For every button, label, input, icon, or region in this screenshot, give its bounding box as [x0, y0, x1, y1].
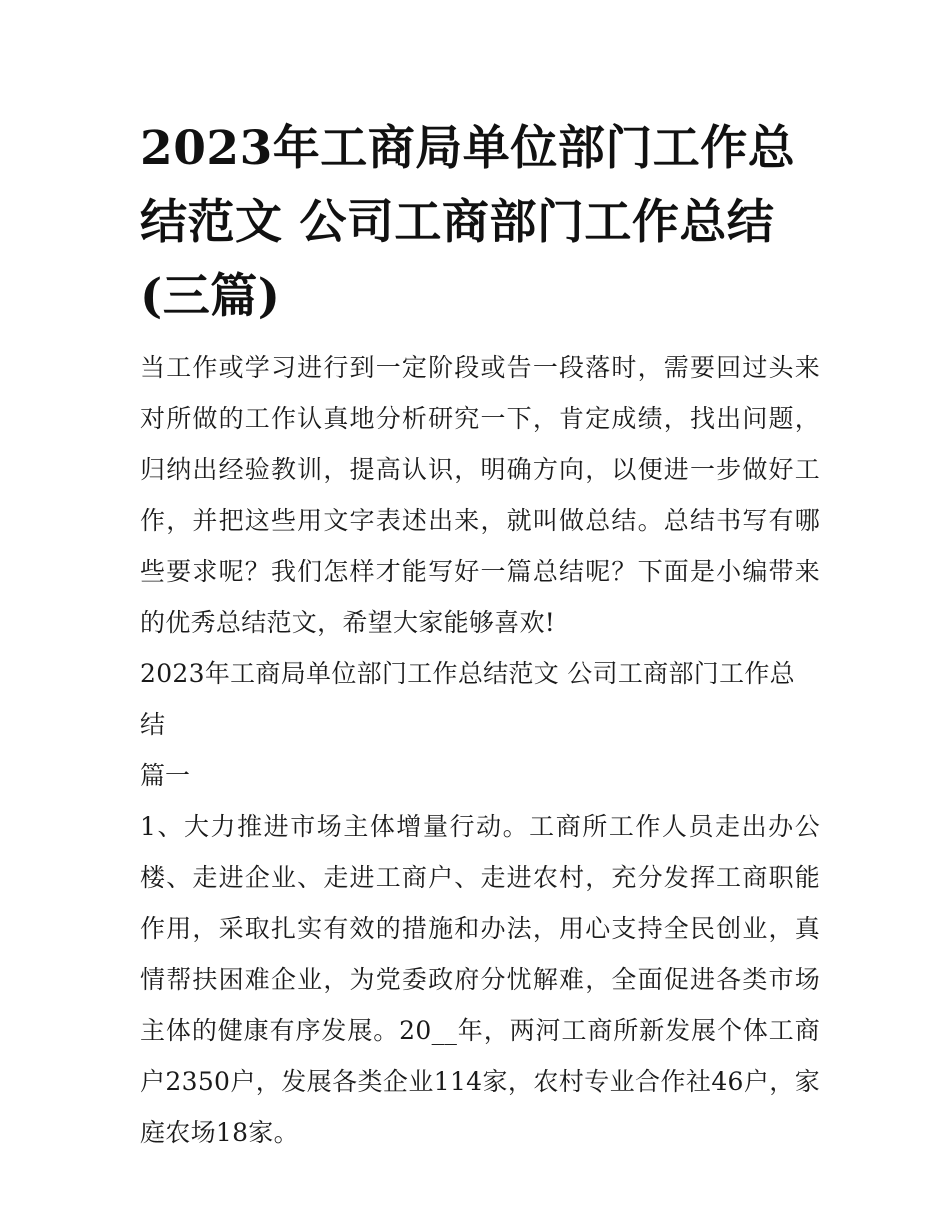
- document-body: [140, 112, 820, 1158]
- article-subtitle: 2023年工商局单位部门工作总结范文 公司工商部门工作总结: [140, 659, 795, 739]
- body-paragraph: 1、大力推进市场主体增量行动。工商所工作人员走出办公楼、走进企业、走进工商户、走进农村，充分发挥工商职能作用，采取扎实有效的措施和办法，用心支持全民创业，真情帮扶困难企业，为党委政府分忧解难，全面促进各类市场主体的健康有序发展。20__年，两河工商所新发展个体工商户2350户，发展各类企业114家，农村专业合作社46户，家庭农场18家。: [140, 812, 820, 1147]
- section-label: 篇一: [140, 761, 191, 790]
- document-title: 2023年工商局单位部门工作总结范文 公司工商部门工作总结(三篇): [140, 121, 796, 324]
- intro-paragraph: 当工作或学习进行到一定阶段或告一段落时，需要回过头来对所做的工作认真地分析研究一下，肯定成绩，找出问题，归纳出经验教训，提高认识，明确方向，以便进一步做好工作，并把这些用文字表述出来，就叫做总结。总结书写有哪些要求呢？我们怎样才能写好一篇总结呢？下面是小编带来的优秀总结范文，希望大家能够喜欢!: [140, 353, 820, 637]
